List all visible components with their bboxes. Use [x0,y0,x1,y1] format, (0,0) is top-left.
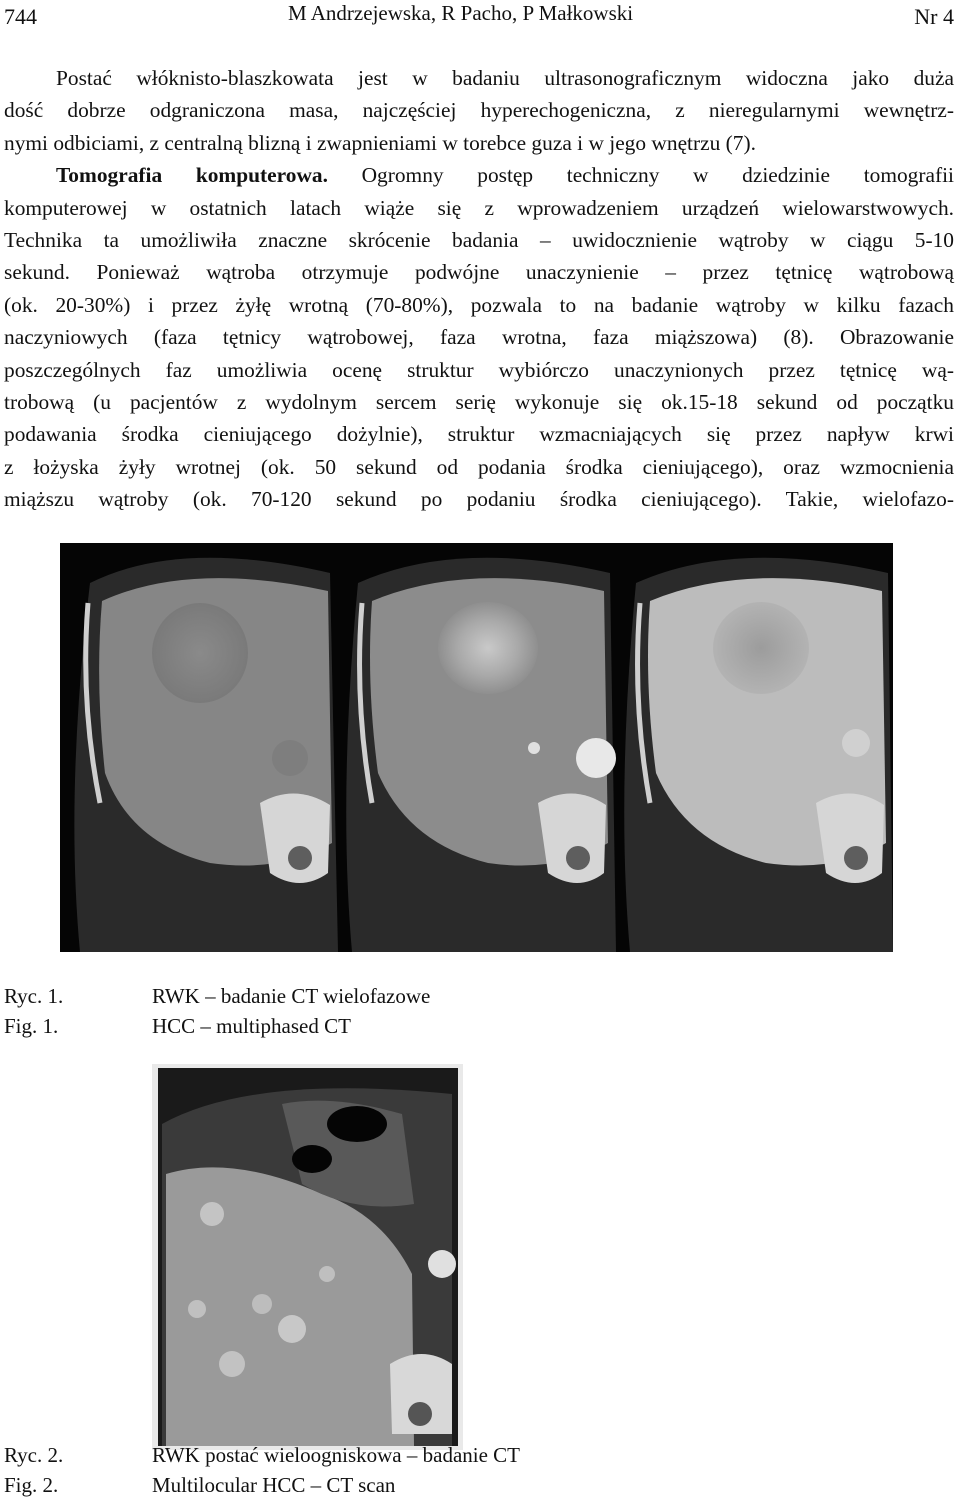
fig1-caption-en: HCC – multiphased CT [152,1014,351,1038]
text-line: poszczególnych faz umożliwia ocenę struktur wybiórczo unaczynionych przez tętnicę wą- [4,357,954,382]
ct-panel-unenhanced [60,543,338,952]
fig1-label-pl: Ryc. 1. [4,984,64,1008]
ct-multiphase-figure [60,543,893,952]
fig2-label-en: Fig. 2. [4,1473,59,1497]
text-line: sekund. Ponieważ wątroba otrzymuje podwójne unaczynienie – przez tętnicę wątrobową [4,260,954,285]
text-line: komputerowej w ostatnich latach wiąże się z wprowadzeniem urządzeń wielowarstwowych. [4,195,954,220]
ct-multilocular-figure [152,1064,463,1450]
text-line: naczyniowych (faza tętnicy wątrobowej, faza wrotna, faza miąższowa) (8). Obrazowanie [4,325,954,350]
text-line: miąższu wątroby (ok. 70-120 sekund po podaniu środka cieniującego). Takie, wielofazo- [4,487,954,512]
issue-number: Nr 4 [914,4,954,29]
text-line: z łożyska żyły wrotnej (ok. 50 sekund od podania środka cieniującego), oraz wzmocnienia [4,454,954,479]
section-heading-rest: Ogromny postęp techniczny w dziedzinie tomografii [327,163,955,188]
fig2-caption-en: Multilocular HCC – CT scan [152,1473,396,1497]
fig2-label-pl: Ryc. 2. [4,1443,64,1467]
ct-panel-portal [616,543,893,952]
fig1-label-en: Fig. 1. [4,1014,59,1038]
running-header-authors: M Andrzejewska, R Pacho, P Małkowski [288,1,634,25]
page-number: 744 [4,4,37,29]
section-heading: Tomografia komputerowa. [56,163,328,188]
text-line: nymi odbiciami, z centralną blizną i zwapnieniami w torebce guza i w jego wnętrzu (7). [4,130,756,155]
text-line: podawania środka cieniującego dożylnie), struktur wzmacniających się przez napływ krwi [4,422,954,447]
body-paragraph [4,62,954,515]
text-line: dość dobrze odgraniczona masa, najczęściej hyperechogeniczna, z nieregularnymi wewnętrz- [4,98,954,123]
text-line: Technika ta umożliwiła znaczne skrócenie badania – uwidocznienie wątroby w ciągu 5-10 [4,227,954,252]
text-line: trobową (u pacjentów z wydolnym sercem serię wykonuje się ok.15-18 sekund od początku [4,389,954,414]
text-line: Postać włóknisto-blaszkowata jest w badaniu ultrasonograficznym widoczna jako duża [56,66,954,90]
text-line: (ok. 20-30%) i przez żyłę wrotną (70-80%), pozwala to na badanie wątroby w kilku fazach [4,292,954,317]
fig1-caption-pl: RWK – badanie CT wielofazowe [152,984,431,1008]
fig2-caption-pl: RWK postać wieloogniskowa – badanie CT [152,1443,521,1467]
ct-panel-arterial [338,543,616,952]
section-line [4,159,954,191]
